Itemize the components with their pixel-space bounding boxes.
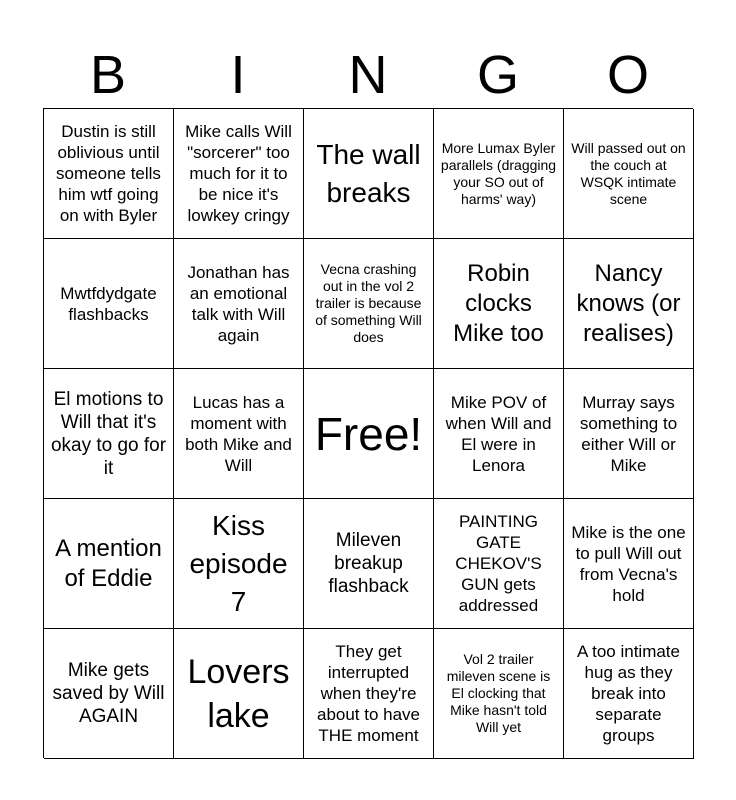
bingo-cell[interactable] <box>564 499 694 629</box>
bingo-cell[interactable] <box>174 499 304 629</box>
bingo-cell-text: Free! <box>314 407 423 460</box>
bingo-cell[interactable] <box>434 369 564 499</box>
bingo-cell-text: Lovers lake <box>187 652 290 735</box>
bingo-cell-text: Mike is the one to pull Will out from Vecna's hold <box>571 522 686 605</box>
bingo-cell-text: El motions to Will that it's okay to go for it <box>50 388 167 479</box>
bingo-cell[interactable] <box>434 629 564 759</box>
bingo-cell-text: Mike gets saved by Will AGAIN <box>52 660 165 727</box>
bingo-cell-text: A too intimate hug as they break into separate groups <box>576 642 680 745</box>
bingo-header <box>43 42 693 108</box>
bingo-cell-free[interactable] <box>304 369 434 499</box>
bingo-cell[interactable] <box>434 109 564 239</box>
bingo-cell-text: Nancy knows (or realises) <box>576 259 681 347</box>
bingo-cell[interactable] <box>44 499 174 629</box>
bingo-cell[interactable] <box>44 109 174 239</box>
bingo-cell-text: Vecna crashing out in the vol 2 trailer is because of something Will does <box>315 261 422 345</box>
bingo-cell-text: Mwtfdydgate flashbacks <box>60 283 157 324</box>
bingo-cell-text: PAINTING GATE CHEKOV'S GUN gets addressed <box>455 512 542 615</box>
bingo-cell-text: Jonathan has an emotional talk with Will again <box>187 262 290 345</box>
bingo-grid <box>43 108 693 758</box>
bingo-cell[interactable] <box>44 239 174 369</box>
header-letter-g: G <box>476 45 519 105</box>
bingo-cell-text: Vol 2 trailer mileven scene is El clocking that Mike hasn't told Will yet <box>446 651 551 735</box>
bingo-cell[interactable] <box>304 629 434 759</box>
bingo-cell[interactable] <box>304 239 434 369</box>
bingo-cell[interactable] <box>304 109 434 239</box>
bingo-cell[interactable] <box>174 629 304 759</box>
bingo-cell[interactable] <box>174 109 304 239</box>
bingo-cell[interactable] <box>174 239 304 369</box>
bingo-cell-text: They get interrupted when they're about to have THE moment <box>316 642 421 745</box>
bingo-cell[interactable] <box>564 239 694 369</box>
bingo-cell-text: Will passed out on the couch at WSQK intimate scene <box>571 139 686 207</box>
bingo-cell[interactable] <box>564 369 694 499</box>
bingo-cell-text: More Lumax Byler parallels (dragging your SO out of harms' way) <box>440 139 557 207</box>
header-letter-n: N <box>348 45 388 105</box>
bingo-cell-text: A mention of Eddie <box>55 534 162 592</box>
header-letter-b: B <box>89 45 127 105</box>
bingo-cell[interactable] <box>564 629 694 759</box>
bingo-cell-text: Murray says something to either Will or Mike <box>579 392 678 475</box>
bingo-cell-text: Mileven breakup flashback <box>328 530 409 597</box>
header-letter-i: I <box>230 45 246 105</box>
bingo-cell-text: Kiss episode 7 <box>189 509 288 617</box>
bingo-cell-text: The wall breaks <box>316 138 421 208</box>
header-letter-o: O <box>606 45 649 105</box>
bingo-cell[interactable] <box>564 109 694 239</box>
bingo-cell-text: Mike calls Will "sorcerer" too much for it to be nice it's lowkey cringy <box>185 122 292 225</box>
bingo-cell-text: Robin clocks Mike too <box>453 259 544 347</box>
bingo-cell-text: Mike POV of when Will and El were in Lenora <box>445 392 552 475</box>
bingo-cell-text: Lucas has a moment with both Mike and Will <box>185 392 292 475</box>
bingo-cell[interactable] <box>434 499 564 629</box>
bingo-cell[interactable] <box>174 369 304 499</box>
bingo-cell-text: Dustin is still oblivious until someone tells him wtf going on with Byler <box>56 122 161 225</box>
bingo-cell[interactable] <box>44 369 174 499</box>
bingo-cell[interactable] <box>434 239 564 369</box>
bingo-cell[interactable] <box>304 499 434 629</box>
bingo-cell[interactable] <box>44 629 174 759</box>
